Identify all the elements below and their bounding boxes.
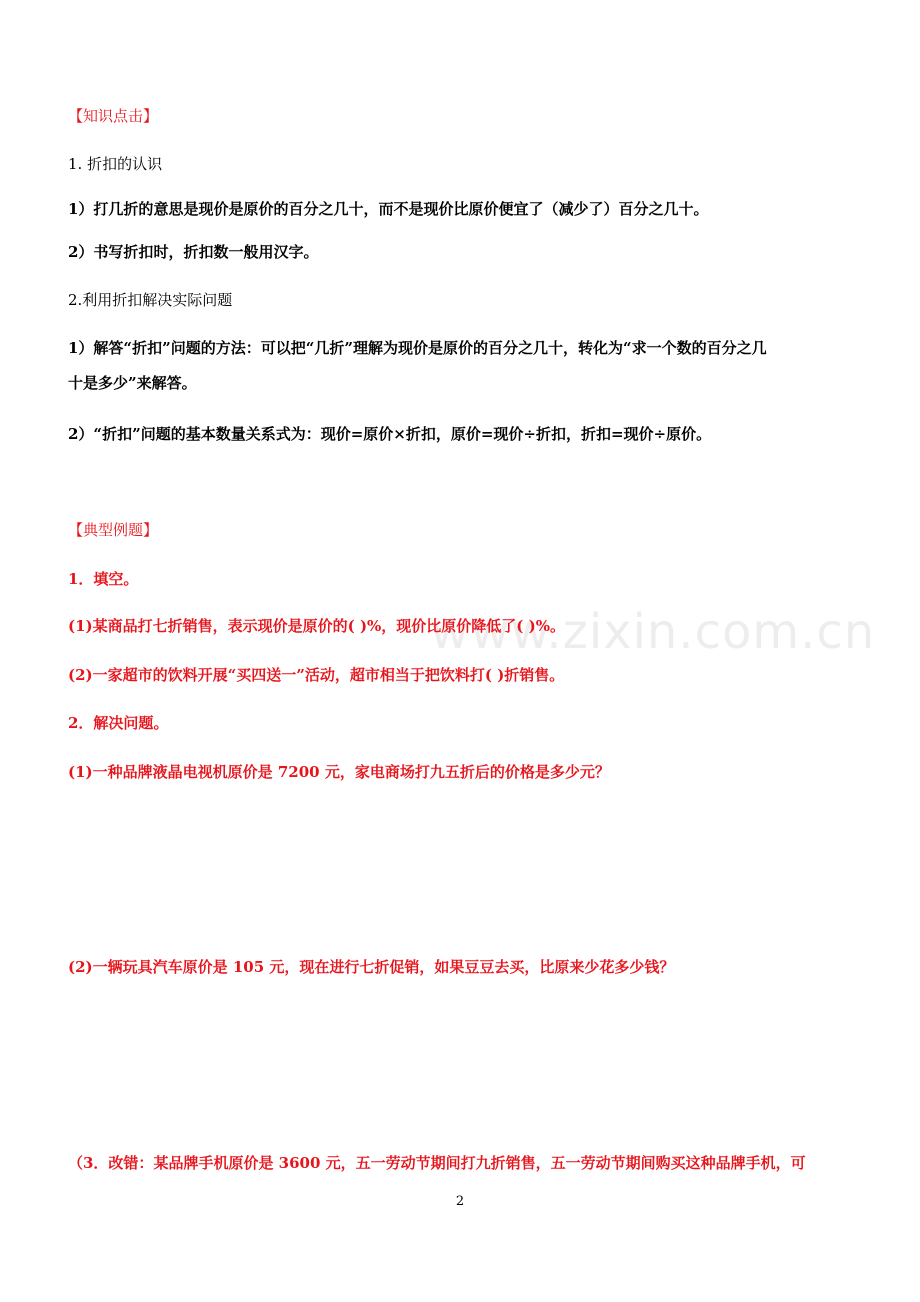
knowledge-section-header: 【知识点击】 xyxy=(68,107,159,125)
question-3: （3．改错：某品牌手机原价是 3600 元，五一劳动节期间打九折销售，五一劳动节期间购买这种品牌手机，可 xyxy=(68,1154,806,1172)
section-1-point-1: 1）打几折的意思是现价是原价的百分之几十，而不是现价比原价便宜了（减少了）百分之几十。 xyxy=(68,200,709,218)
section-1-title: 1. 折扣的认识 xyxy=(68,155,163,173)
question-1-2: (2)一家超市的饮料开展“买四送一”活动，超市相当于把饮料打( )折销售。 xyxy=(68,666,565,684)
question-2-title: 2．解决问题。 xyxy=(68,714,169,732)
page-number: 2 xyxy=(455,1194,465,1209)
examples-section-header: 【典型例题】 xyxy=(68,521,159,539)
question-2-2: (2)一辆玩具汽车原价是 105 元，现在进行七折促销，如果豆豆去买，比原来少花多少钱？ xyxy=(68,958,675,976)
section-2-point-1-line-2: 十是多少”来解答。 xyxy=(68,374,197,392)
watermark: www.zixin.com.cn xyxy=(430,604,876,660)
question-1-1: (1)某商品打七折销售，表示现价是原价的( )%，现价比原价降低了( )%。 xyxy=(68,617,565,635)
section-2-point-1-line-1: 1）解答“折扣”问题的方法：可以把“几折”理解为现价是原价的百分之几十，转化为“求一个数的百分之几 xyxy=(68,339,767,357)
section-1-point-2: 2）书写折扣时，折扣数一般用汉字。 xyxy=(68,243,319,261)
question-2-1: (1)一种品牌液晶电视机原价是 7200 元，家电商场打九五折后的价格是多少元？ xyxy=(68,763,610,781)
section-2-point-2: 2）“折扣”问题的基本数量关系式为：现价=原价×折扣，原价=现价÷折扣，折扣=现价÷原价。 xyxy=(68,425,712,443)
question-1-title: 1．填空。 xyxy=(68,570,139,588)
section-2-title: 2.利用折扣解决实际问题 xyxy=(68,291,233,309)
